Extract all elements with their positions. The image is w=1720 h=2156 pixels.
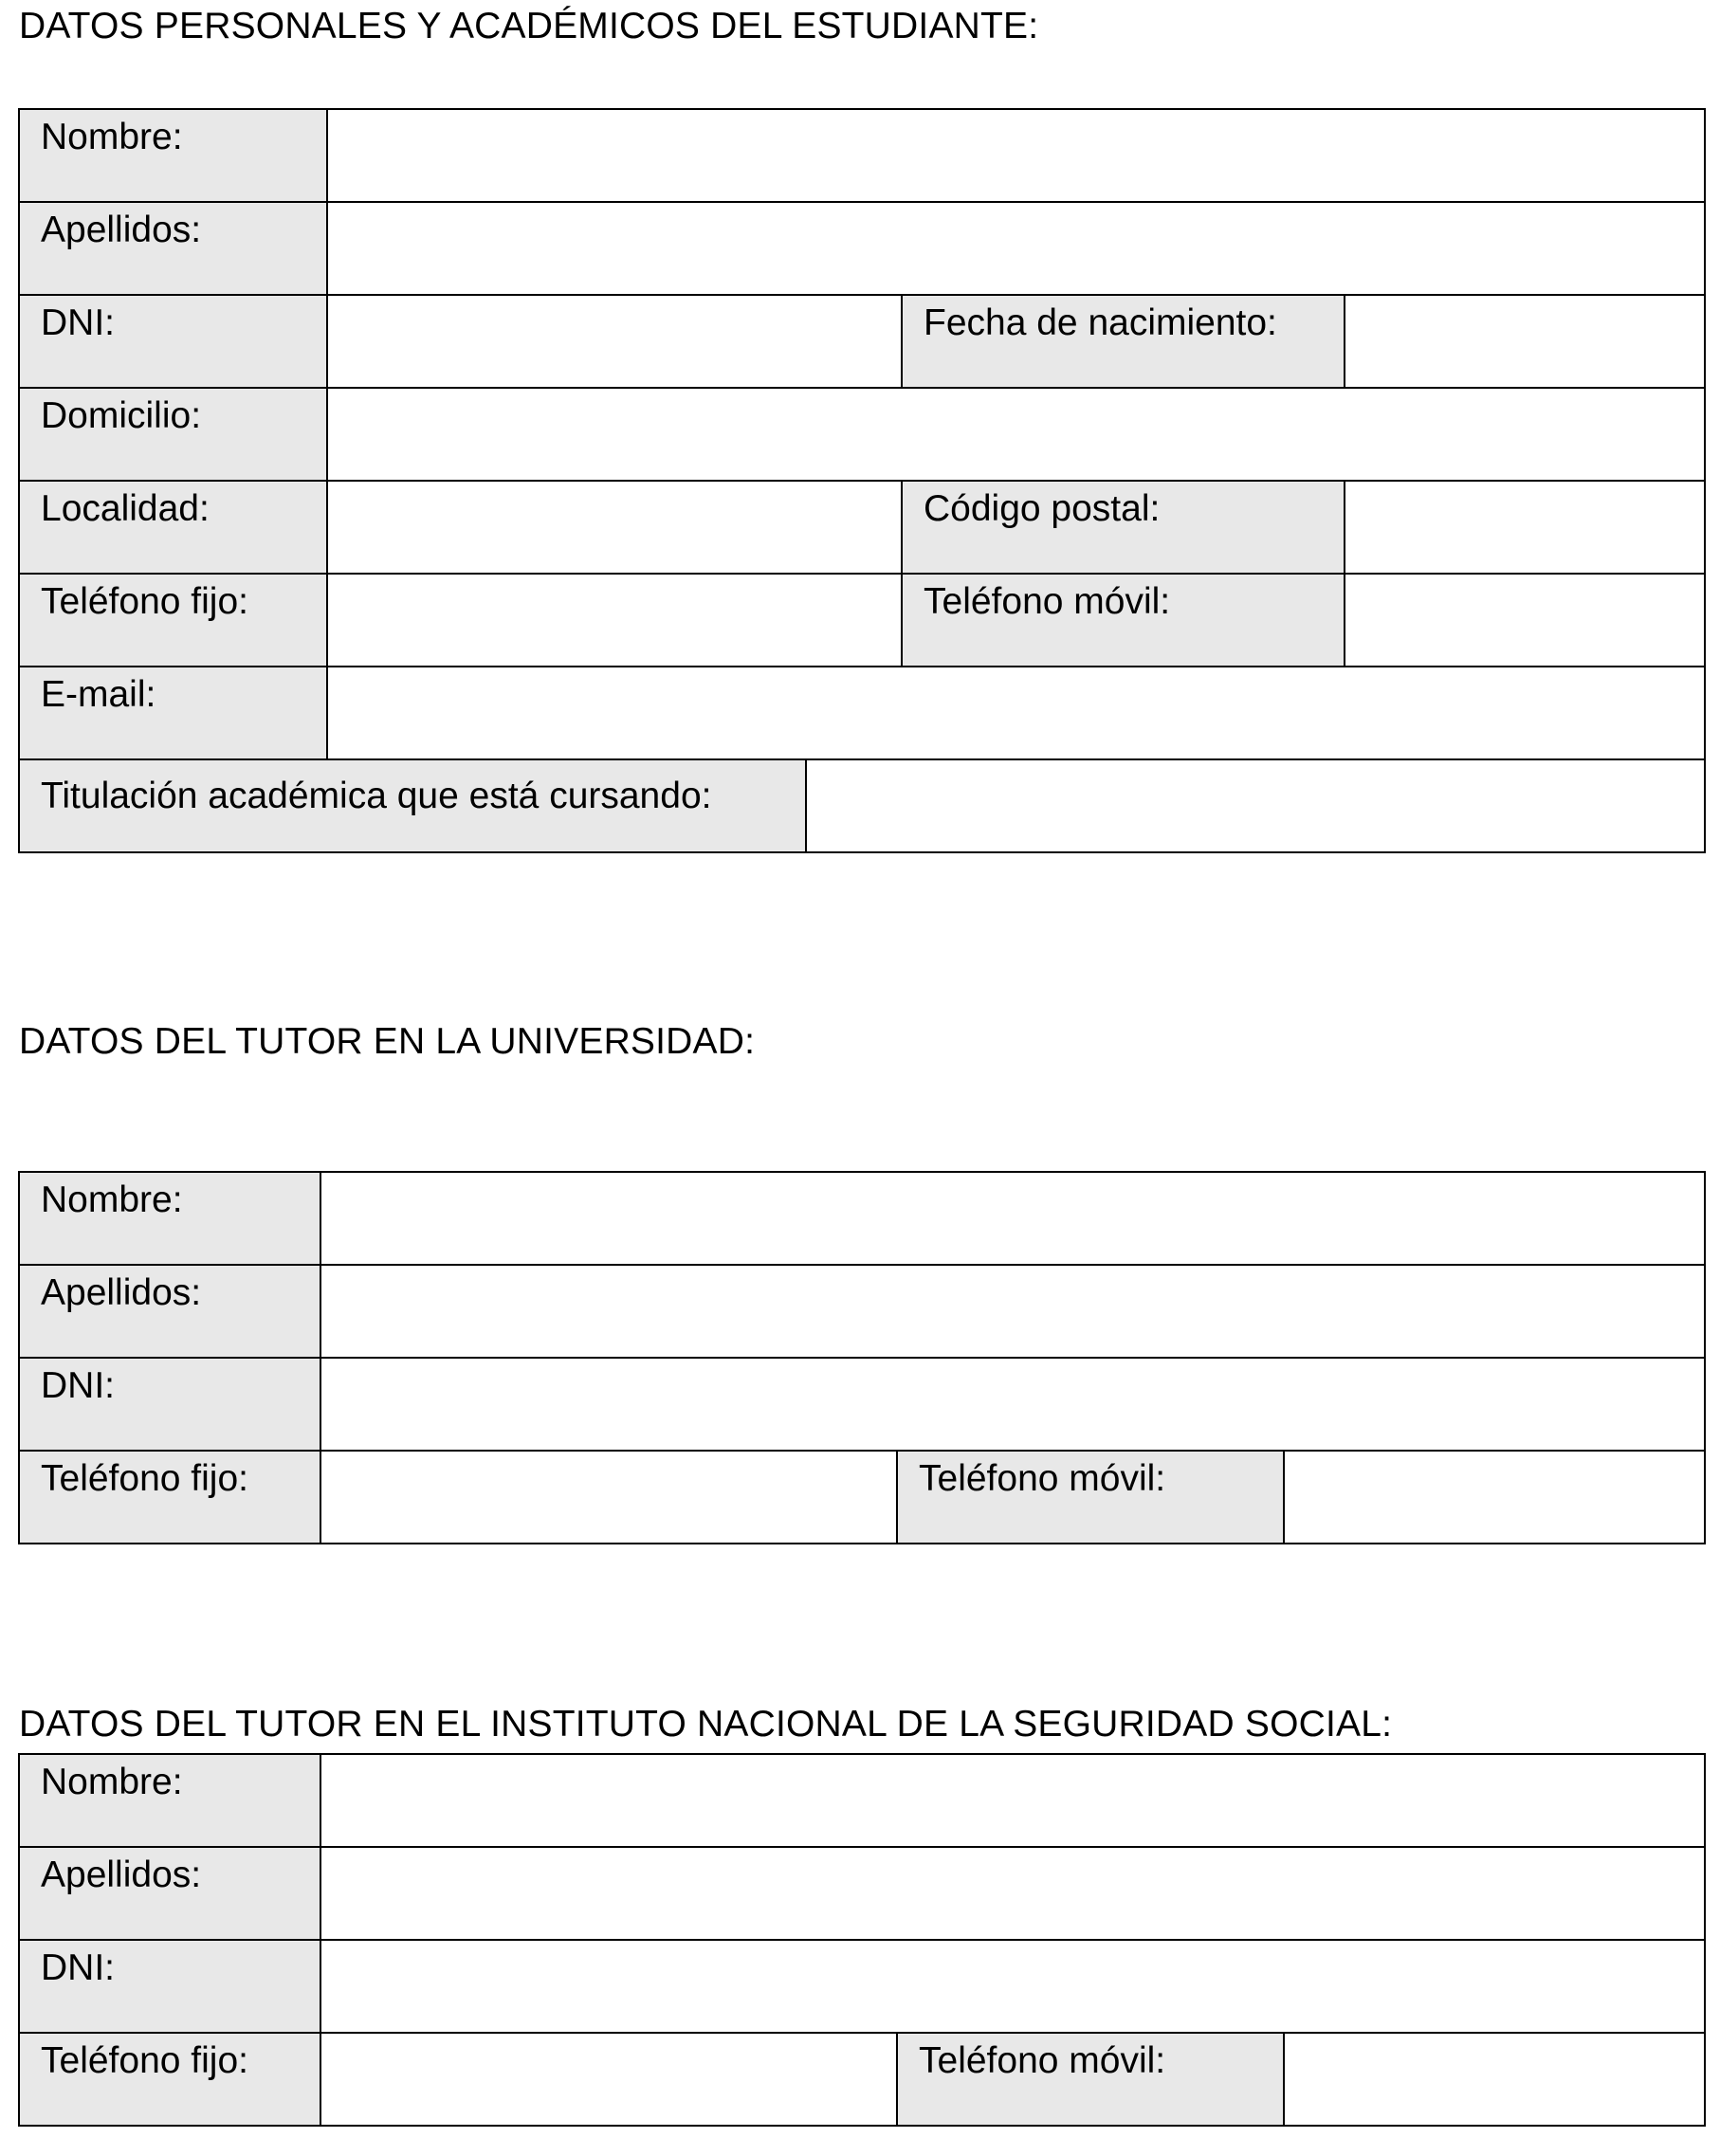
inss-tutor-telefono-fijo-input[interactable] [321, 2034, 896, 2125]
university-tutor-nombre-label: Nombre: [19, 1172, 320, 1265]
university-tutor-dni-input[interactable] [321, 1359, 1704, 1450]
student-nombre-cell [327, 109, 1705, 202]
inss-tutor-nombre-cell [320, 1754, 1705, 1847]
student-domicilio-row [19, 388, 1705, 481]
student-nombre-row [19, 109, 1705, 202]
inss-tutor-telefono-fijo-cell [320, 2033, 897, 2126]
university-tutor-telefono-fijo-input[interactable] [321, 1452, 896, 1543]
university-tutor-apellidos-label: Apellidos: [19, 1265, 320, 1358]
student-telefono-movil-cell [1345, 574, 1705, 667]
student-dni-row [19, 295, 1705, 388]
inss-tutor-telefonos-row [19, 2033, 1705, 2126]
university-tutor-section-heading: DATOS DEL TUTOR EN LA UNIVERSIDAD: [19, 1021, 756, 1062]
student-titulacion-input[interactable] [807, 760, 1704, 851]
inss-tutor-section-heading: DATOS DEL TUTOR EN EL INSTITUTO NACIONAL DE LA SEGURIDAD SOCIAL: [19, 1704, 1393, 1745]
inss-tutor-apellidos-label: Apellidos: [19, 1847, 320, 1940]
inss-tutor-dni-input[interactable] [321, 1941, 1704, 2032]
student-titulacion-cell [806, 759, 1705, 852]
inss-tutor-dni-label: DNI: [19, 1940, 320, 2033]
university-tutor-telefono-movil-input[interactable] [1285, 1452, 1704, 1543]
university-tutor-dni-cell [320, 1358, 1705, 1451]
university-tutor-telefono-movil-cell [1284, 1451, 1705, 1544]
inss-tutor-dni-row [19, 1940, 1705, 2033]
inss-tutor-telefono-movil-label: Teléfono móvil: [897, 2033, 1284, 2126]
student-domicilio-input[interactable] [328, 389, 1704, 480]
student-fecha-nacimiento-cell [1345, 295, 1705, 388]
student-email-input[interactable] [328, 667, 1704, 758]
student-domicilio-cell [327, 388, 1705, 481]
inss-tutor-apellidos-cell [320, 1847, 1705, 1940]
student-telefono-fijo-label: Teléfono fijo: [19, 574, 327, 667]
student-dni-label: DNI: [19, 295, 327, 388]
student-data-table [18, 108, 1706, 853]
student-codigo-postal-input[interactable] [1345, 482, 1704, 573]
university-tutor-nombre-cell [320, 1172, 1705, 1265]
inss-tutor-dni-cell [320, 1940, 1705, 2033]
university-tutor-telefono-fijo-cell [320, 1451, 897, 1544]
student-localidad-cell [327, 481, 902, 574]
student-codigo-postal-label: Código postal: [902, 481, 1345, 574]
university-tutor-telefono-movil-label: Teléfono móvil: [897, 1451, 1284, 1544]
student-section-heading: DATOS PERSONALES Y ACADÉMICOS DEL ESTUDIANTE: [19, 6, 1039, 46]
university-tutor-nombre-row [19, 1172, 1705, 1265]
student-telefonos-row [19, 574, 1705, 667]
student-telefono-movil-label: Teléfono móvil: [902, 574, 1345, 667]
student-apellidos-cell [327, 202, 1705, 295]
university-tutor-telefono-fijo-label: Teléfono fijo: [19, 1451, 320, 1544]
student-fecha-nacimiento-input[interactable] [1345, 296, 1704, 387]
university-tutor-table [18, 1171, 1706, 1544]
student-dni-cell [327, 295, 902, 388]
student-localidad-label: Localidad: [19, 481, 327, 574]
student-domicilio-label: Domicilio: [19, 388, 327, 481]
student-titulacion-label: Titulación académica que está cursando: [19, 759, 806, 852]
inss-tutor-telefono-movil-input[interactable] [1285, 2034, 1704, 2125]
student-email-cell [327, 667, 1705, 759]
inss-tutor-nombre-input[interactable] [321, 1755, 1704, 1846]
student-apellidos-row [19, 202, 1705, 295]
university-tutor-apellidos-row [19, 1265, 1705, 1358]
student-fecha-nacimiento-label: Fecha de nacimiento: [902, 295, 1345, 388]
student-localidad-input[interactable] [328, 482, 901, 573]
inss-tutor-nombre-label: Nombre: [19, 1754, 320, 1847]
student-telefono-movil-input[interactable] [1345, 575, 1704, 666]
university-tutor-nombre-input[interactable] [321, 1173, 1704, 1264]
student-telefono-fijo-input[interactable] [328, 575, 901, 666]
inss-tutor-apellidos-input[interactable] [321, 1848, 1704, 1939]
inss-tutor-telefono-fijo-label: Teléfono fijo: [19, 2033, 320, 2126]
university-tutor-apellidos-input[interactable] [321, 1266, 1704, 1357]
student-titulacion-row [19, 759, 1705, 852]
student-localidad-row [19, 481, 1705, 574]
student-nombre-label: Nombre: [19, 109, 327, 202]
inss-tutor-apellidos-row [19, 1847, 1705, 1940]
student-apellidos-input[interactable] [328, 203, 1704, 294]
student-nombre-input[interactable] [328, 110, 1704, 201]
university-tutor-dni-row [19, 1358, 1705, 1451]
student-codigo-postal-cell [1345, 481, 1705, 574]
student-telefono-fijo-cell [327, 574, 902, 667]
university-tutor-apellidos-cell [320, 1265, 1705, 1358]
university-tutor-dni-label: DNI: [19, 1358, 320, 1451]
inss-tutor-table [18, 1753, 1706, 2127]
inss-tutor-nombre-row [19, 1754, 1705, 1847]
student-email-label: E-mail: [19, 667, 327, 759]
inss-tutor-telefono-movil-cell [1284, 2033, 1705, 2126]
student-email-row [19, 667, 1705, 759]
university-tutor-telefonos-row [19, 1451, 1705, 1544]
student-apellidos-label: Apellidos: [19, 202, 327, 295]
student-dni-input[interactable] [328, 296, 901, 387]
